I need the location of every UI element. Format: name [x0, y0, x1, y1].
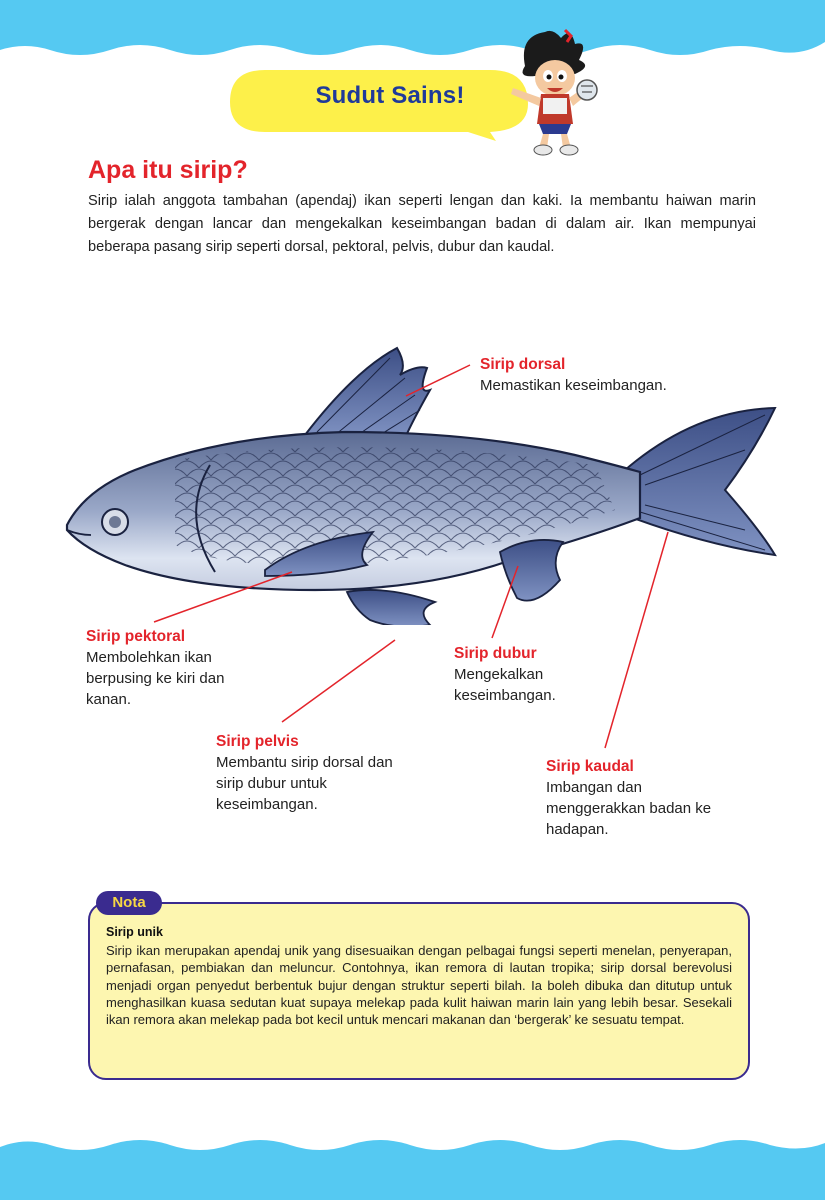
label-dorsal-desc: Memastikan keseimbangan. [480, 377, 667, 394]
label-pelvis-title: Sirip pelvis [216, 733, 299, 750]
label-pektoral-desc: Membolehkan ikan berpusing ke kiri dan kanan. [86, 649, 225, 708]
banner-title: Sudut Sains! [315, 82, 465, 109]
label-dubur-title: Sirip dubur [454, 645, 537, 662]
label-pektoral-title: Sirip pektoral [86, 628, 186, 645]
note-tab: Nota [96, 891, 162, 915]
label-sirip-pelvis [216, 731, 416, 815]
label-sirip-dubur [454, 643, 614, 706]
note-body: Sirip ikan merupakan apendaj unik yang disesuaikan dengan pelbagai fungsi seperti menelan, penyerapan, pernafasan, pembiakan dan meluncur. Contohnya, ikan remora di lautan tropika; sirip dorsal berevolusi menjadi organ penyedut berbentuk bujur dengan struktur seperti bilah. Ia boleh dibuka dan ditutup untuk menghasilkan kuasa sedutan kuat supaya melekap pada kulit haiwan marin lain yang lebih besar. Sesekali ikan remora akan melekap pada bot kecil untuk mencari makanan dan ‘bergerak’ ke sesuatu tempat. [106, 943, 732, 1028]
label-dubur-desc: Mengekalkan keseimbangan. [454, 666, 556, 704]
label-dorsal-title: Sirip dorsal [480, 356, 566, 373]
label-pelvis-desc: Membantu sirip dorsal dan sirip dubur untuk keseimbangan. [216, 754, 393, 813]
label-sirip-pektoral [86, 626, 246, 710]
label-sirip-dorsal [480, 354, 740, 396]
label-kaudal-desc: Imbangan dan menggerakkan badan ke hadapan. [546, 779, 712, 838]
label-sirip-kaudal [546, 756, 726, 840]
note-subtitle: Sirip unik [106, 925, 163, 939]
section-heading: Apa itu sirip? [88, 156, 248, 184]
label-kaudal-title: Sirip kaudal [546, 758, 634, 775]
mascot-character-illustration [505, 26, 615, 158]
top-wave-border [0, 0, 825, 70]
bottom-wave-border [0, 1135, 825, 1200]
intro-paragraph: Sirip ialah anggota tambahan (apendaj) ikan seperti lengan dan kaki. Ia membantu haiwan marin bergerak dengan lancar dan mengekalkan keseimbangan badan di dalam air. Ikan mempunyai beberapa pasang sirip seperti dorsal, pektoral, pelvis, dubur dan kaudal. [88, 193, 756, 255]
